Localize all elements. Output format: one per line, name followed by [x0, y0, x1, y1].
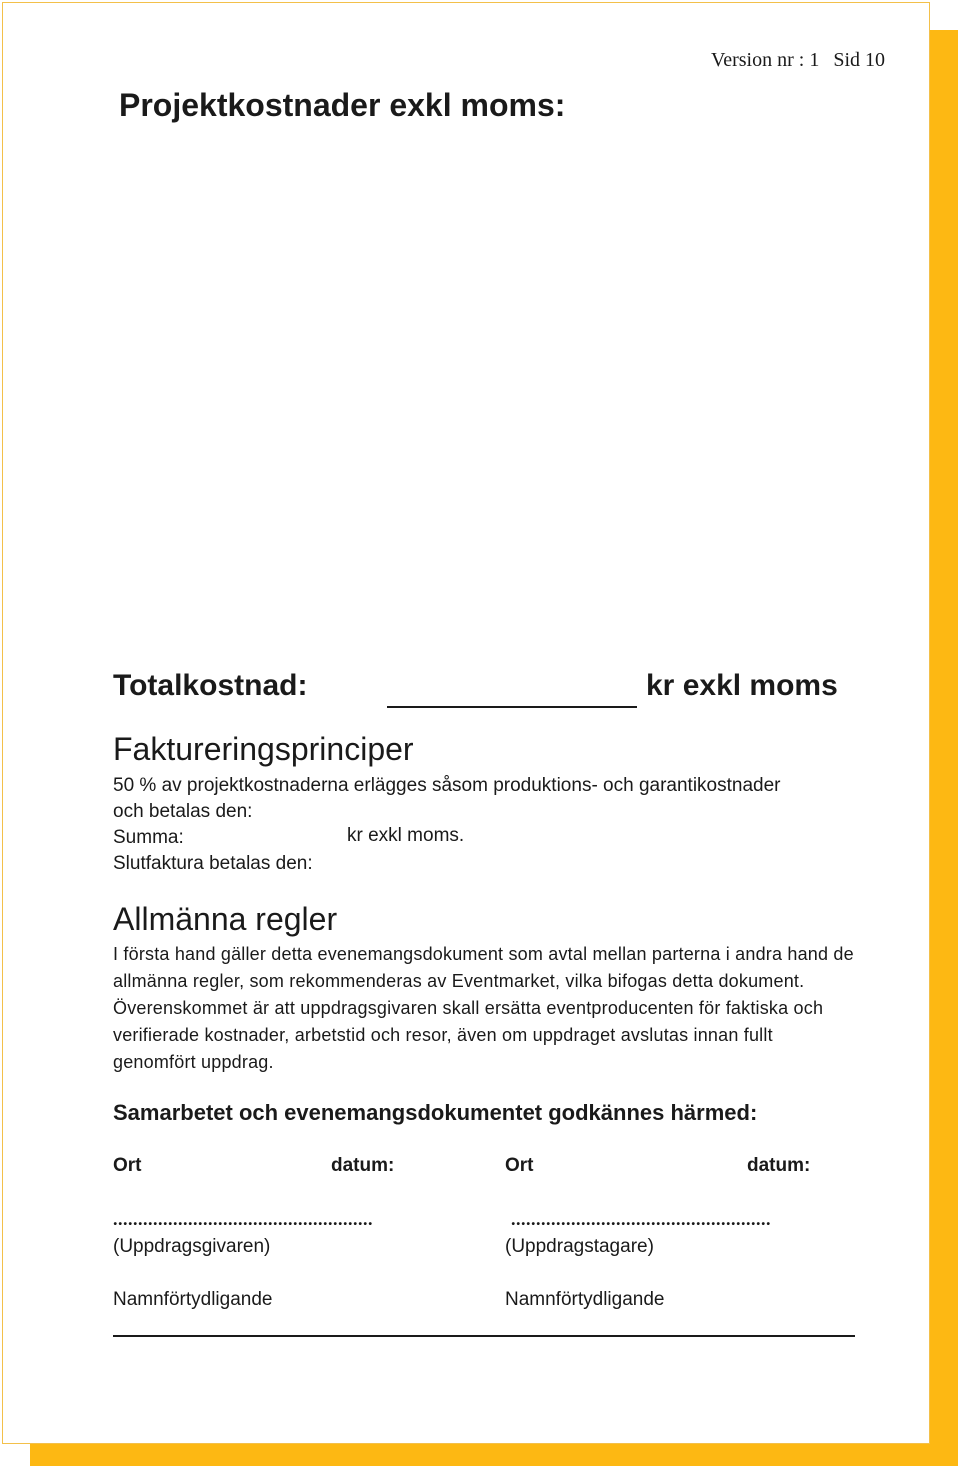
general-rules-heading: Allmänna regler — [113, 901, 338, 937]
page-number: Sid 10 — [833, 49, 886, 71]
invoicing-amount-unit: kr exkl moms. — [347, 825, 465, 846]
invoicing-final-invoice: Slutfaktura betalas den: — [113, 853, 313, 874]
version-number: Version nr : 1 — [711, 49, 820, 71]
right-name-clarification: Namnförtydligande — [505, 1289, 665, 1310]
right-date-label: datum: — [747, 1155, 811, 1176]
left-role-label: (Uppdragsgivaren) — [113, 1236, 271, 1257]
invoicing-heading: Faktureringsprinciper — [113, 731, 414, 767]
page-title: Projektkostnader exkl moms: — [119, 87, 566, 123]
total-cost-unit: kr exkl moms — [646, 669, 838, 702]
document-page — [2, 2, 930, 1444]
invoicing-line: 50 % av projektkostnaderna erlägges såsom produktions- och garantikostnader — [113, 775, 781, 796]
invoicing-line: och betalas den: — [113, 801, 253, 822]
right-place-label: Ort — [505, 1155, 534, 1176]
approval-heading: Samarbetet och evenemangsdokumentet godkännes härmed: — [113, 1100, 758, 1125]
general-rules-body: I första hand gäller detta evenemangsdokument som avtal mellan parterna i andra hand de allmänna regler, som rekommenderas av Eventmarket, vilka bifogas detta dokument. Överenskommet är att uppdragsgivaren skall ersätta eventproducenten för faktiska och verifierade kostnader, arbetstid och resor, även om uppdraget avslutas innan fullt genomfört uppdrag. — [113, 944, 854, 1072]
left-name-clarification: Namnförtydligande — [113, 1289, 273, 1310]
left-date-label: datum: — [331, 1155, 395, 1176]
invoicing-sum-label: Summa: — [113, 827, 184, 848]
bottom-divider — [113, 1335, 855, 1337]
left-place-label: Ort — [113, 1155, 142, 1176]
total-cost-label: Totalkostnad: — [113, 669, 308, 702]
left-signature-line: .................................................... — [113, 1209, 373, 1229]
page-header — [711, 49, 885, 72]
total-cost-blank-line — [387, 706, 637, 708]
right-role-label: (Uppdragstagare) — [505, 1236, 654, 1257]
right-signature-line: .................................................... — [511, 1209, 771, 1229]
